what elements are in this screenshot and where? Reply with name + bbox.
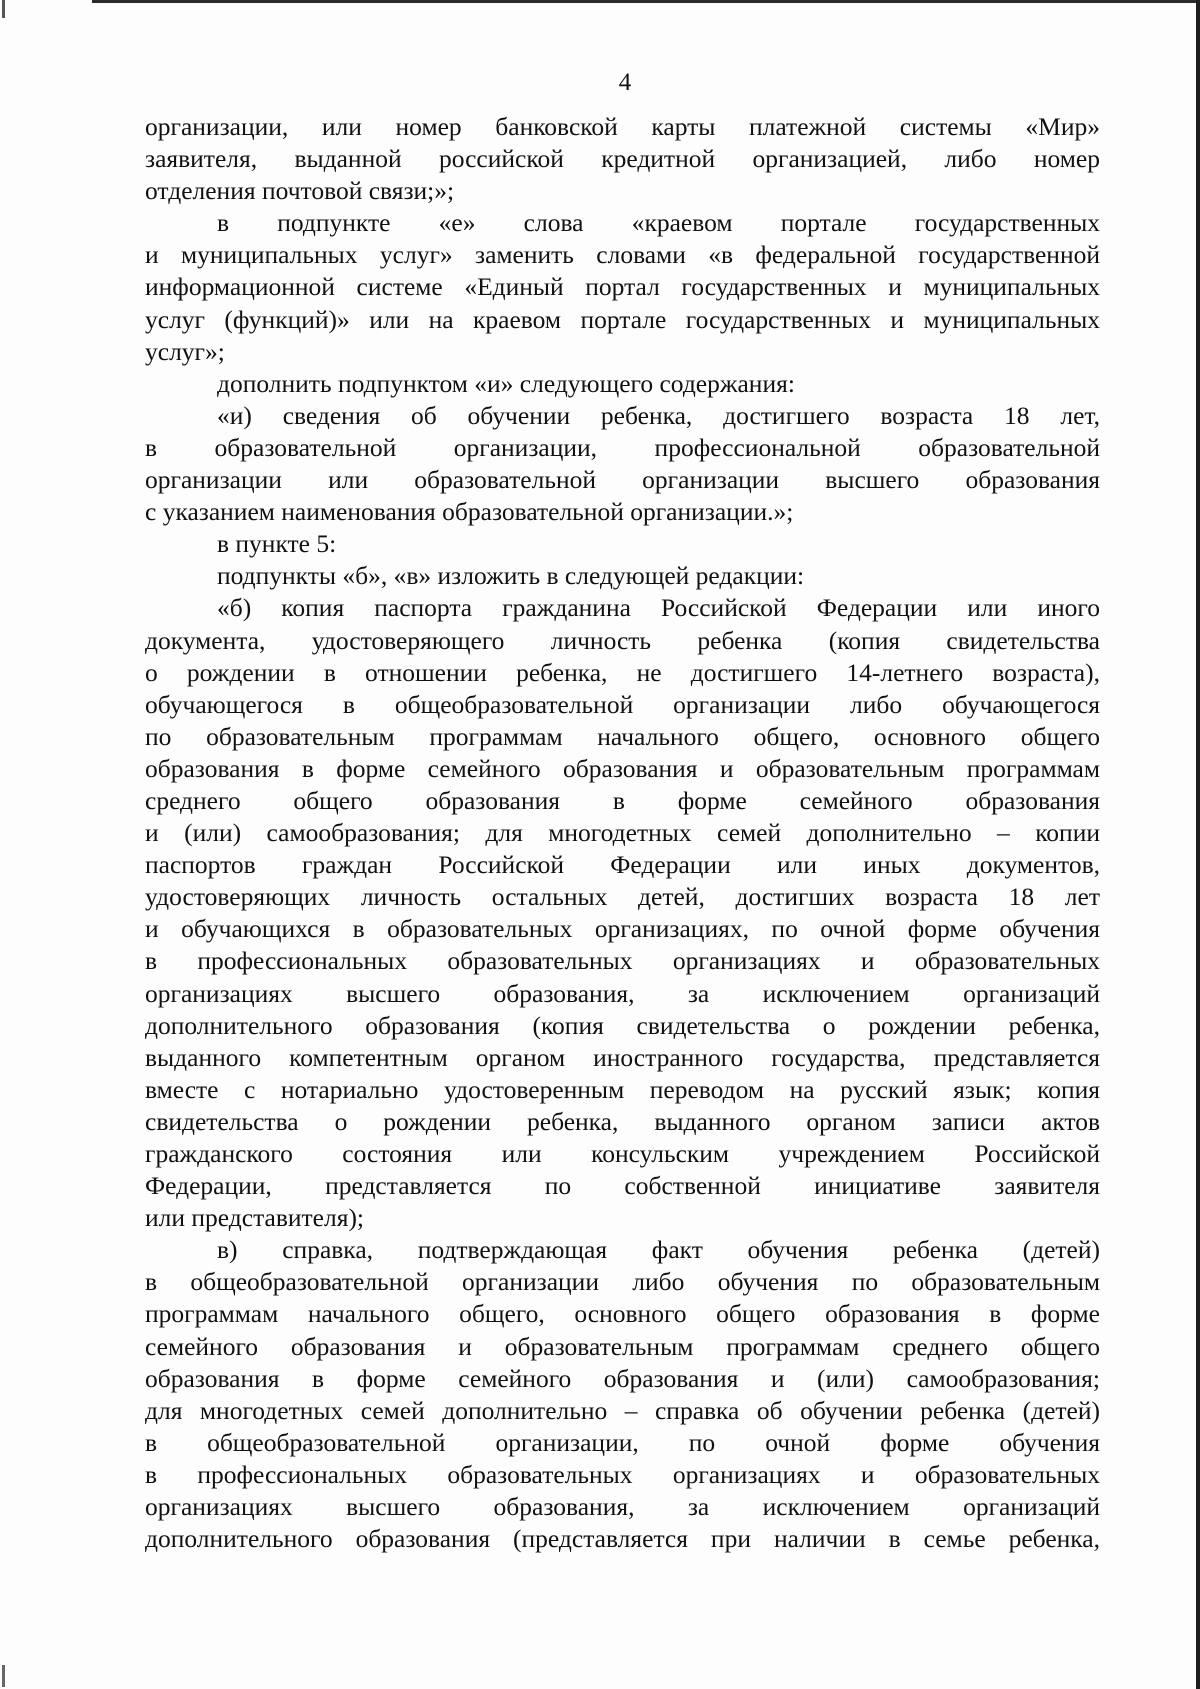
text-line: услуг (функций)» или на краевом портале государственных и муниципальных: [145, 304, 1100, 334]
text-line: в профессиональных образовательных организациях и образовательных: [145, 1459, 1100, 1489]
text-line: в пункте 5:: [217, 529, 337, 559]
text-line: отделения почтовой связи;»;: [145, 176, 455, 206]
text-line: «б) копия паспорта гражданина Российской Федерации или иного: [217, 593, 1100, 623]
text-line: в) справка, подтверждающая факт обучения ребенка (детей): [217, 1235, 1100, 1265]
text-line: образования в форме семейного образования и (или) самообразования;: [145, 1363, 1100, 1393]
scan-top-border: [92, 0, 1200, 3]
scan-right-border: [1196, 0, 1200, 1689]
text-line: дополнительного образования (копия свидетельства о рождении ребенка,: [145, 1010, 1100, 1040]
text-line: организациях высшего образования, за исключением организаций: [145, 978, 1100, 1008]
text-line: в подпункте «е» слова «краевом портале государственных: [217, 208, 1100, 238]
text-line: организации или образовательной организации высшего образования: [145, 465, 1100, 495]
text-line: для многодетных семей дополнительно – справка об обучении ребенка (детей): [145, 1395, 1100, 1425]
text-line: «и) сведения об обучении ребенка, достигшего возраста 18 лет,: [217, 400, 1100, 430]
text-line: и муниципальных услуг» заменить словами «в федеральной государственной: [145, 240, 1100, 270]
text-line: организациях высшего образования, за исключением организаций: [145, 1492, 1100, 1522]
text-line: и (или) самообразования; для многодетных семей дополнительно – копии: [145, 818, 1100, 848]
text-line: программам начального общего, основного общего образования в форме: [145, 1299, 1100, 1329]
text-line: гражданского состояния или консульским учреждением Российской: [145, 1139, 1100, 1168]
text-line: обучающегося в общеобразовательной организации либо обучающегося: [145, 689, 1100, 719]
text-line: с указанием наименования образовательной организации.»;: [145, 497, 794, 527]
text-line: выданного компетентным органом иностранного государства, представляется: [145, 1042, 1100, 1072]
text-line: в общеобразовательной организации, по очной форме обучения: [145, 1427, 1100, 1457]
text-line: услуг»;: [145, 336, 225, 366]
text-line: среднего общего образования в форме семейного образования: [145, 785, 1100, 815]
text-line: в образовательной организации, профессиональной образовательной: [145, 432, 1100, 462]
text-line: в профессиональных образовательных организациях и образовательных: [145, 946, 1100, 976]
text-line: семейного образования и образовательным программам среднего общего: [145, 1331, 1100, 1361]
text-line: удостоверяющих личность остальных детей, достигших возраста 18 лет: [145, 882, 1100, 912]
document-body: [145, 111, 1100, 1555]
text-line: информационной системе «Единый портал государственных и муниципальных: [145, 272, 1100, 302]
text-line: о рождении в отношении ребенка, не достигшего 14-летнего возраста),: [145, 657, 1100, 687]
text-line: образования в форме семейного образования и образовательным программам: [145, 753, 1100, 783]
text-line: или представителя);: [145, 1203, 365, 1233]
text-line: подпункты «б», «в» изложить в следующей редакции:: [217, 561, 805, 591]
text-line: дополнить подпунктом «и» следующего содержания:: [217, 368, 795, 398]
text-line: вместе с нотариально удостоверенным переводом на русский язык; копия: [145, 1074, 1100, 1104]
text-line: организации, или номер банковской карты платежной системы «Мир»: [145, 112, 1100, 141]
text-line: по образовательным программам начального общего, основного общего: [145, 721, 1100, 751]
text-line: свидетельства о рождении ребенка, выданного органом записи актов: [145, 1106, 1100, 1136]
text-line: дополнительного образования (представляется при наличии в семье ребенка,: [145, 1524, 1100, 1554]
page-number: 4: [618, 69, 632, 96]
text-line: паспортов граждан Российской Федерации или иных документов,: [145, 850, 1100, 880]
text-line: Федерации, представляется по собственной инициативе заявителя: [145, 1171, 1100, 1201]
text-line: в общеобразовательной организации либо обучения по образовательным: [145, 1267, 1100, 1297]
text-line: документа, удостоверяющего личность ребенка (копия свидетельства: [145, 625, 1100, 655]
scan-mark-bottom: [2, 1665, 5, 1687]
text-line: заявителя, выданной российской кредитной организацией, либо номер: [145, 144, 1100, 174]
text-line: и обучающихся в образовательных организациях, по очной форме обучения: [145, 914, 1100, 944]
scan-mark-top: [2, 0, 5, 18]
